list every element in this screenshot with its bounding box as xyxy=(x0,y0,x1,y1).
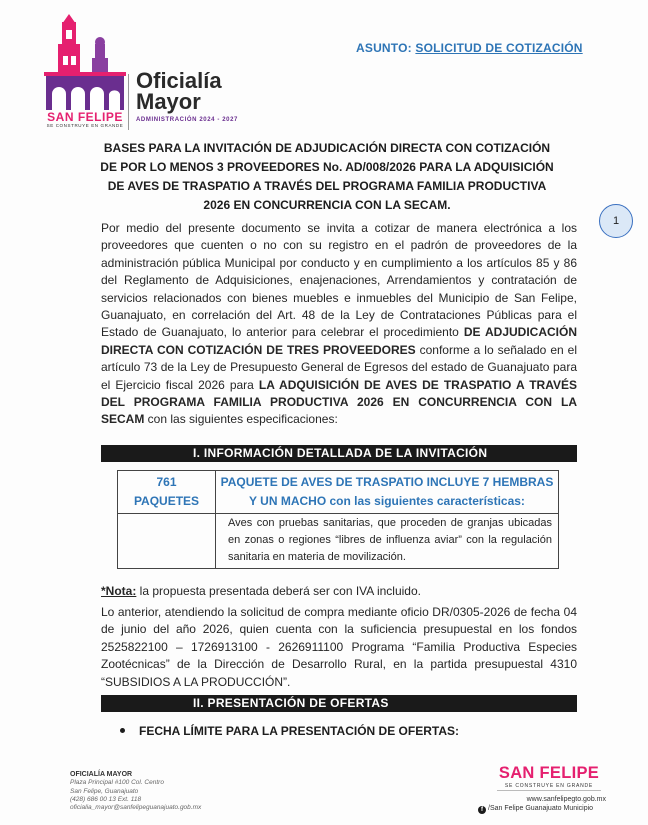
spec-table xyxy=(117,470,559,569)
note-line xyxy=(101,583,577,600)
section-header-invitation xyxy=(101,445,577,462)
footer-address1: Plaza Principal #100 Col. Centro xyxy=(70,779,164,787)
characteristics-cell: Aves con pruebas sanitarias, que proceden de granjas ubicadas en zonas o regiones “libres de influenza aviar” con la regulación sanitaria en materia de movilización. xyxy=(216,514,559,569)
intro-text-3: con las siguientes especificaciones: xyxy=(144,412,338,427)
document-title: BASES PARA LA INVITACIÓN DE ADJUDICACIÓN DIRECTA CON COTIZACIÓN DE POR LO MENOS 3 PROVEEDORES No. AD/008/2026 PARA LA ADQUISICIÓN DE AVES DE TRASPATIO A TRAVÉS DEL PROGRAMA FAMILIA PRODUCTIVA 2026 EN CONCURRENCIA CON LA SECAM. xyxy=(100,141,554,212)
quantity-value: 761 xyxy=(156,475,177,489)
office-title-line2: Mayor xyxy=(136,89,201,114)
facebook-icon: f xyxy=(478,806,486,814)
section-header-offers xyxy=(101,695,577,712)
intro-bold-1: DE ADJUDICACIÓN DIRECTA CON COTIZACIÓN DE TRES PROVEEDORES xyxy=(101,325,577,357)
footer-contact xyxy=(70,771,201,812)
quantity-unit: PAQUETES xyxy=(133,494,200,508)
quantity-cell xyxy=(118,471,216,514)
intro-paragraph xyxy=(101,220,577,429)
office-title-line1: Oficialía xyxy=(136,68,222,93)
table-row xyxy=(118,514,559,569)
intro-text-2: conforme a lo señalado en el artículo 73 de la Ley de Presupuesto General de Egresos del estado de Guanajuato para el Ejercicio fiscal 2026 para xyxy=(101,342,578,392)
subject-value: SOLICITUD DE COTIZACIÓN xyxy=(415,41,583,55)
logo-name: SAN FELIPE xyxy=(47,110,123,124)
footer-facebook xyxy=(478,805,593,814)
note-label: *Nota: xyxy=(101,584,137,598)
package-description: PAQUETE DE AVES DE TRASPATIO INCLUYE 7 HEMBRAS Y UN MACHO con las siguientes características: xyxy=(216,471,559,514)
subject-label: ASUNTO: xyxy=(356,41,412,55)
intro-bold-2: LA ADQUISICIÓN DE AVES DE TRASPATIO A TRAVÉS DEL PROGRAMA FAMILIA PRODUCTIVA 2026 EN CONCURRENCIA CON LA SECAM xyxy=(101,377,577,427)
header-divider xyxy=(128,74,129,130)
section-title: II. PRESENTACIÓN DE OFERTAS xyxy=(193,696,389,710)
section-title: I. INFORMACIÓN DETALLADA DE LA INVITACIÓN xyxy=(193,446,488,460)
page-number-badge: 1 xyxy=(599,204,633,238)
footer-address2: San Felipe, Guanajuato xyxy=(70,787,139,795)
logo-tagline: SE CONSTRUYE EN GRANDE xyxy=(46,123,124,128)
footer-phone: (428) 686 00 13 Ext. 118 xyxy=(70,795,142,803)
bullet-icon xyxy=(120,728,125,733)
subject-line xyxy=(356,41,583,55)
budget-paragraph: Lo anterior, atendiendo la solicitud de compra mediante oficio DR/0305-2026 de fecha 04 de junio del año 2026, quien cuenta con la suficiencia presupuestal en los fondos 2525822100 – 1726913100 - 2626911100 Programa “Familia Productiva Especies Zootécnicas” de la Dirección de Desarrollo Rural, en la partida presupuestal 4310 “SUBSIDIOS A LA PRODUCCIÓN”. xyxy=(101,605,577,689)
footer-office: OFICIALÍA MAYOR xyxy=(70,771,133,778)
empty-cell xyxy=(118,514,216,569)
footer-facebook-text: /San Felipe Guanajuato Municipio xyxy=(488,805,594,812)
footer-email: oficialia_mayor@sanfelipeguanajuato.gob.mx xyxy=(70,804,202,812)
intro-text-1: Por medio del presente documento se invita a cotizar de manera electrónica a los proveedores que cuenten o no con su registro en el padrón de proveedores de la administración pública Municipal por conducto y en cumplimiento a los artículos 85 y 86 del Reglamento de Adquisiciones, enajenaciones, Arrendamientos y contratación de servicios relacionados con bienes muebles e inmuebles del Municipio de San Felipe, Guanajuato, en correlación del Art. 48 de la Ley de Contrataciones Públicas para el Estado de Guanajuato, lo anterior para celebrar el procedimiento xyxy=(101,221,577,340)
footer-tagline: SE CONSTRUYE EN GRANDE xyxy=(504,783,594,789)
footer-brand: SAN FELIPE xyxy=(498,764,600,782)
administration-period: ADMINISTRACIÓN 2024 - 2027 xyxy=(136,117,238,123)
deadline-heading: FECHA LÍMITE PARA LA PRESENTACIÓN DE OFERTAS: xyxy=(139,724,459,738)
footer-website: www.sanfelipegto.gob.mx xyxy=(526,796,606,803)
footer-divider xyxy=(497,790,601,791)
office-title xyxy=(136,70,222,112)
list-item xyxy=(120,724,459,738)
table-row xyxy=(118,471,559,514)
note-text: la propuesta presentada deberá ser con IVA incluido. xyxy=(136,584,421,598)
